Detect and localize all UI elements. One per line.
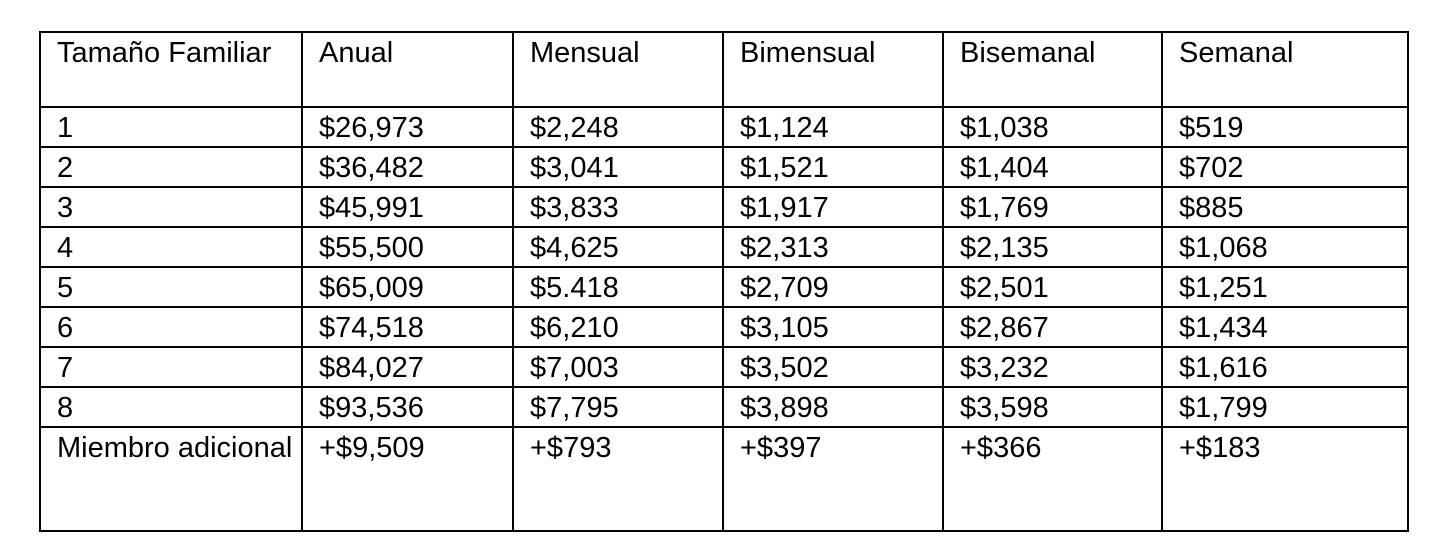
table-row bbox=[40, 227, 1408, 267]
table-cell: $2,867 bbox=[943, 307, 1162, 347]
table-cell: $2,313 bbox=[723, 227, 943, 267]
table-cell: $702 bbox=[1162, 147, 1408, 187]
table-cell: $36,482 bbox=[302, 147, 513, 187]
table-cell: $2,135 bbox=[943, 227, 1162, 267]
table-row bbox=[40, 387, 1408, 427]
table-cell: $519 bbox=[1162, 107, 1408, 147]
table-cell: $55,500 bbox=[302, 227, 513, 267]
table-row bbox=[40, 107, 1408, 147]
table-cell: $1,038 bbox=[943, 107, 1162, 147]
table-cell: $1,404 bbox=[943, 147, 1162, 187]
header-family-size: Tamaño Familiar bbox=[40, 32, 302, 107]
table-cell: 8 bbox=[40, 387, 302, 427]
table-cell: $3,502 bbox=[723, 347, 943, 387]
table-cell: 6 bbox=[40, 307, 302, 347]
table-cell: $1,124 bbox=[723, 107, 943, 147]
header-row bbox=[40, 32, 1408, 107]
table-row bbox=[40, 147, 1408, 187]
table-cell: $1,769 bbox=[943, 187, 1162, 227]
header-weekly: Semanal bbox=[1162, 32, 1408, 107]
table-row bbox=[40, 267, 1408, 307]
table-cell: $65,009 bbox=[302, 267, 513, 307]
table-cell: 4 bbox=[40, 227, 302, 267]
table-cell: $84,027 bbox=[302, 347, 513, 387]
table-row bbox=[40, 347, 1408, 387]
table-cell: 5 bbox=[40, 267, 302, 307]
table-cell: $1,799 bbox=[1162, 387, 1408, 427]
table-cell: $1,521 bbox=[723, 147, 943, 187]
table-cell: $7,795 bbox=[513, 387, 723, 427]
table-cell: $6,210 bbox=[513, 307, 723, 347]
table-row bbox=[40, 307, 1408, 347]
table-cell: 3 bbox=[40, 187, 302, 227]
table-cell: $1,616 bbox=[1162, 347, 1408, 387]
table-cell: 2 bbox=[40, 147, 302, 187]
header-bimonthly: Bimensual bbox=[723, 32, 943, 107]
table-cell: $26,973 bbox=[302, 107, 513, 147]
table-cell: $2,709 bbox=[723, 267, 943, 307]
table-cell: $4,625 bbox=[513, 227, 723, 267]
table-cell: $7,003 bbox=[513, 347, 723, 387]
table-cell: +$183 bbox=[1162, 427, 1408, 531]
table-cell: $45,991 bbox=[302, 187, 513, 227]
table-cell: 1 bbox=[40, 107, 302, 147]
additional-member-row bbox=[40, 427, 1408, 531]
table-cell: 7 bbox=[40, 347, 302, 387]
table-cell: $3,833 bbox=[513, 187, 723, 227]
table-cell: $3,232 bbox=[943, 347, 1162, 387]
table-cell: $74,518 bbox=[302, 307, 513, 347]
table-cell: $2,248 bbox=[513, 107, 723, 147]
table-cell: $93,536 bbox=[302, 387, 513, 427]
table-cell: $3,898 bbox=[723, 387, 943, 427]
table-cell: $2,501 bbox=[943, 267, 1162, 307]
table-cell: $885 bbox=[1162, 187, 1408, 227]
header-annual: Anual bbox=[302, 32, 513, 107]
header-biweekly: Bisemanal bbox=[943, 32, 1162, 107]
table-row bbox=[40, 187, 1408, 227]
table-cell: +$9,509 bbox=[302, 427, 513, 531]
table-cell: $3,598 bbox=[943, 387, 1162, 427]
income-table bbox=[39, 31, 1409, 532]
header-monthly: Mensual bbox=[513, 32, 723, 107]
table-cell: $5.418 bbox=[513, 267, 723, 307]
table-cell: $3,105 bbox=[723, 307, 943, 347]
table-cell: +$366 bbox=[943, 427, 1162, 531]
additional-member-label: Miembro adicional bbox=[40, 427, 302, 531]
table-cell: +$793 bbox=[513, 427, 723, 531]
table-cell: $1,251 bbox=[1162, 267, 1408, 307]
table-cell: $1,434 bbox=[1162, 307, 1408, 347]
table-cell: $1,917 bbox=[723, 187, 943, 227]
table-cell: +$397 bbox=[723, 427, 943, 531]
table-cell: $1,068 bbox=[1162, 227, 1408, 267]
table-cell: $3,041 bbox=[513, 147, 723, 187]
